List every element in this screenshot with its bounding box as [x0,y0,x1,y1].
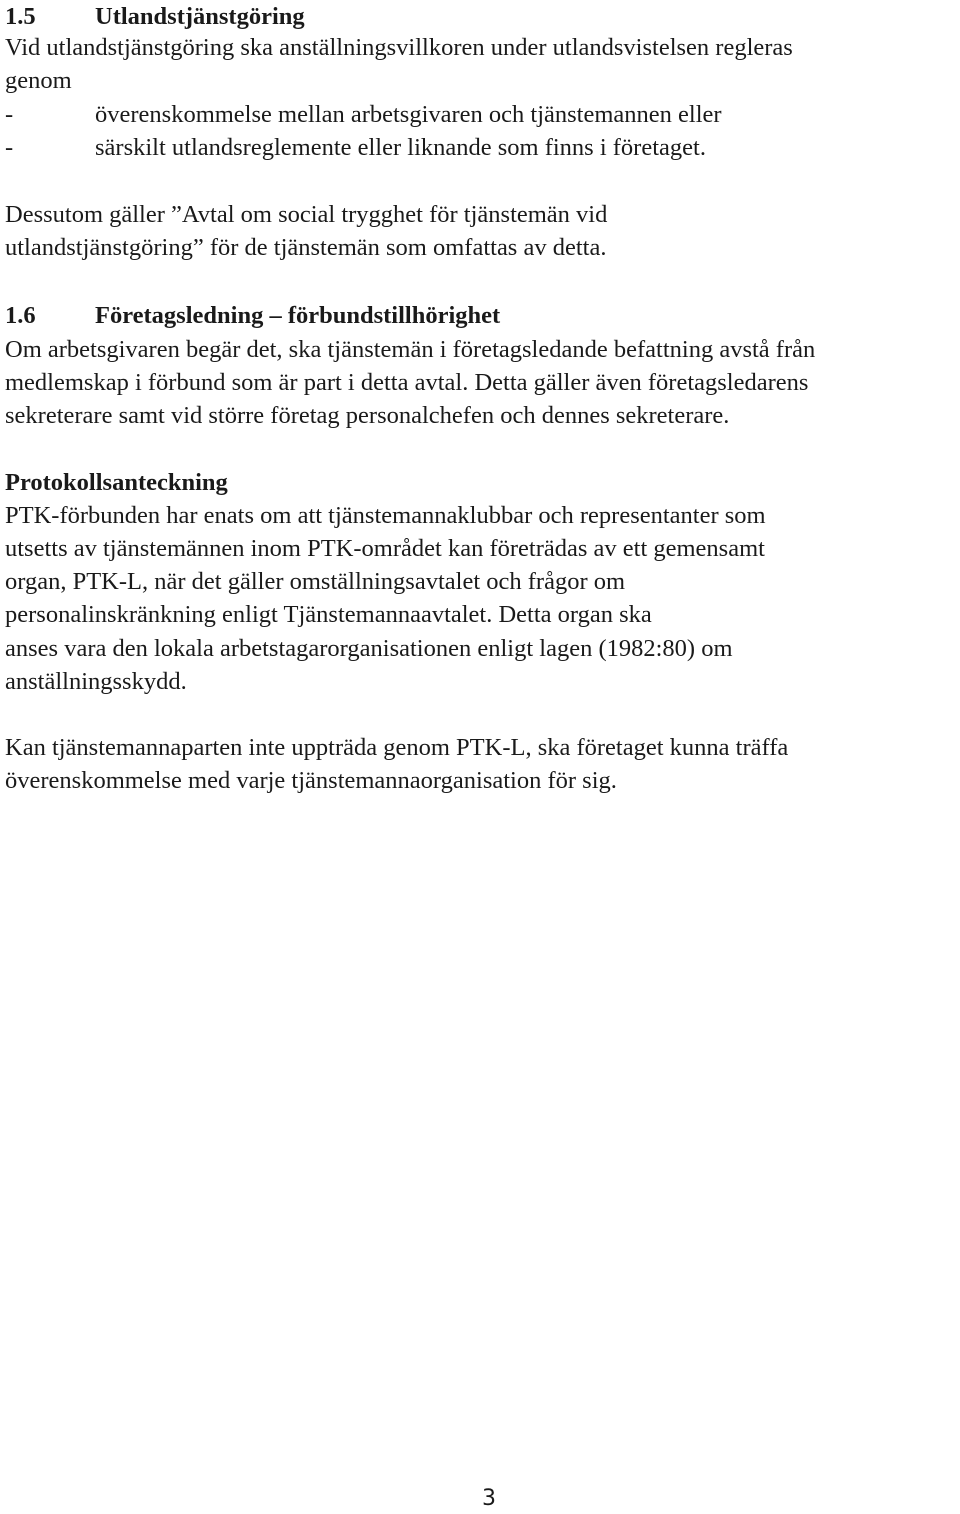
paragraph-line: anställningsskydd. [5,668,187,695]
paragraph-line: Vid utlandstjänstgöring ska anställningsvillkoren under utlandsvistelsen regleras [5,34,793,61]
paragraph-line: utlandstjänstgöring” för de tjänstemän som omfattas av detta. [5,234,607,261]
paragraph-line: utsetts av tjänstemännen inom PTK-området kan företrädas av ett gemensamt [5,535,765,562]
paragraph-line: Kan tjänstemannaparten inte uppträda genom PTK-L, ska företaget kunna träffa [5,734,789,761]
page-number: 3 [482,1486,496,1511]
list-item [5,131,706,164]
section-heading-1-6 [5,299,500,332]
list-item-text: överenskommelse mellan arbetsgivaren och tjänstemannen eller [95,101,722,128]
list-item-text: särskilt utlandsreglemente eller liknande som finns i företaget. [95,134,706,161]
paragraph-line: anses vara den lokala arbetstagarorganisationen enligt lagen (1982:80) om [5,635,733,662]
paragraph-line: sekreterare samt vid större företag personalchefen och dennes sekreterare. [5,402,730,429]
paragraph-line: PTK-förbunden har enats om att tjänstemannaklubbar och representanter som [5,502,766,529]
list-dash: - [5,101,14,128]
paragraph-line: organ, PTK-L, när det gäller omställningsavtalet och frågor om [5,568,626,595]
paragraph-line: personalinskränkning enligt Tjänstemannaavtalet. Detta organ ska [5,601,652,628]
section-title: Företagsledning – förbundstillhörighet [95,302,501,329]
paragraph-line: Om arbetsgivaren begär det, ska tjänstemän i företagsledande befattning avstå från [5,336,816,363]
paragraph-line: överenskommelse med varje tjänstemannaorganisation för sig. [5,767,617,794]
paragraph-line: Dessutom gäller ”Avtal om social trygghet för tjänstemän vid [5,201,608,228]
list-item [5,98,722,131]
section-number: 1.5 [5,3,36,30]
paragraph-line: genom [5,67,72,94]
list-dash: - [5,134,14,161]
paragraph-line: medlemskap i förbund som är part i detta avtal. Detta gäller även företagsledarens [5,369,809,396]
section-title: Utlandstjänstgöring [95,3,305,30]
section-number: 1.6 [5,302,36,329]
section-heading-1-5 [5,0,305,33]
protocol-heading: Protokollsanteckning [5,469,228,496]
